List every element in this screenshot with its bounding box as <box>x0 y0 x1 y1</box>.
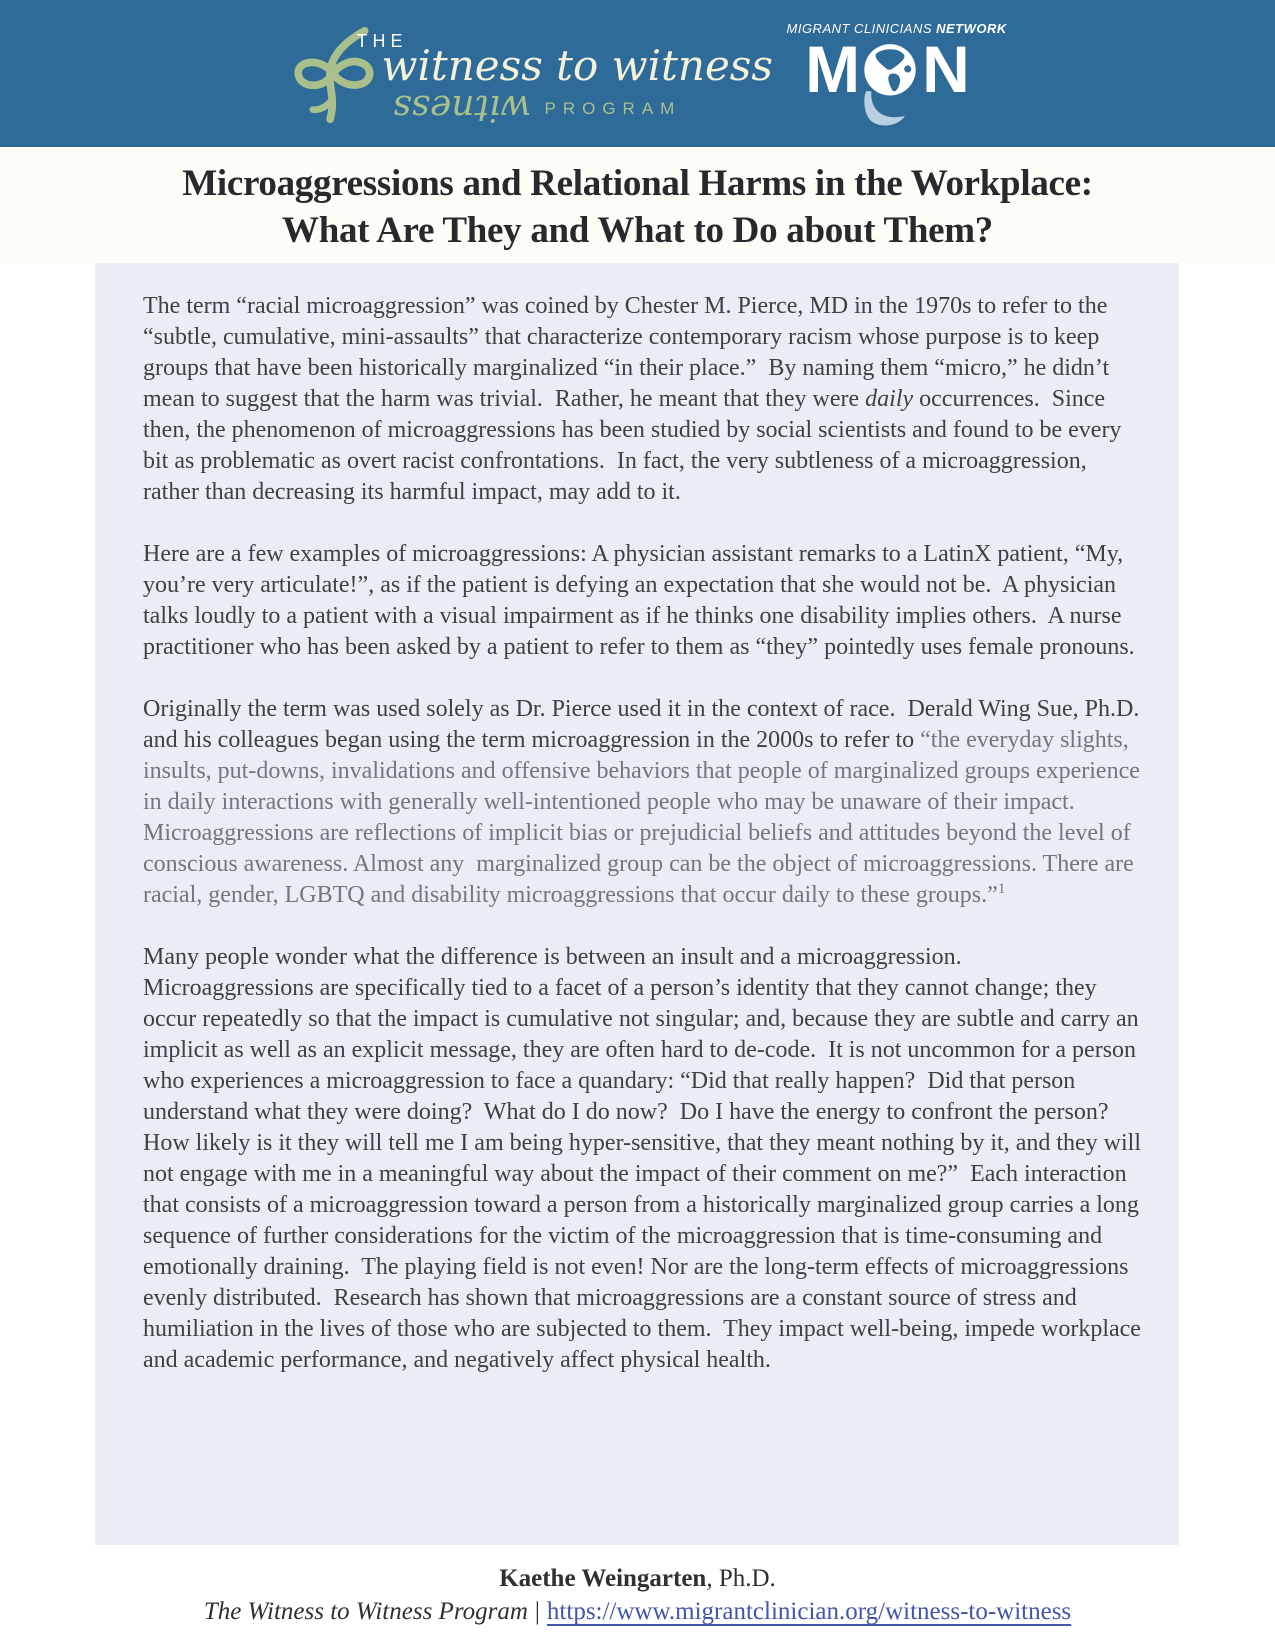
w2w-the-label: THE <box>356 30 408 51</box>
p3-intro: Originally the term was used solely as Dr. Pierce used it in the context of race. Derald Wing Sue, Ph.D. and his colleagues began using the term microaggression in the 2000s to refer to <box>143 696 1146 753</box>
page-title-line2: What Are They and What to Do about Them? <box>282 210 993 251</box>
p1-italic-word: daily <box>865 386 914 412</box>
page-title-line1: Microaggressions and Relational Harms in the Workplace: <box>182 163 1093 204</box>
mcn-initials <box>787 32 987 130</box>
mcn-logo <box>786 21 1007 130</box>
author-suffix: , Ph.D. <box>706 1565 776 1592</box>
author-name: Kaethe Weingarten <box>499 1565 707 1592</box>
mcn-letter-m: M <box>805 32 859 106</box>
author-line <box>0 1563 1275 1595</box>
program-name: The Witness to Witness Program <box>203 1598 528 1625</box>
page-title <box>182 156 1093 254</box>
mcn-network-bold: NETWORK <box>936 21 1007 36</box>
p1-text: The term “racial microaggression” was coined by Chester M. Pierce, MD in the 1970s to refer to the “subtle, cumulative, mini-assaults” that characterize contemporary racism whose purpose is to keep groups that have been historically marginalized “in their place.” By naming them “micro,” he didn’t mean to suggest that the harm was trivial. Rather, he meant that they were <box>143 293 1116 412</box>
witness-link[interactable]: https://www.migrantclinician.org/witness-to-witness <box>546 1598 1072 1625</box>
witness-to-witness-logo <box>289 11 773 137</box>
paragraph-examples: Here are a few examples of microaggressions: A physician assistant remarks to a LatinX patient, “My, you’re very articulate!”, as if the patient is defying an expectation that she would not be. A physician talks loudly to a patient with a visual impairment as if he thinks one disability implies others. A nurse practitioner who has been asked by a patient to refer to them as “they” pointedly uses female pronouns. <box>143 541 1135 660</box>
separator-bar: | <box>534 1598 540 1625</box>
mcn-network-prefix: MIGRANT CLINICIANS <box>786 21 937 36</box>
paragraph-difference: Many people wonder what the difference is between an insult and a microaggression. Microaggressions are specifically tied to a facet of a person’s identity that they cannot change; they occur repeatedly so that the impact is cumulative not singular; and, because they are subtle and carry an implicit as well as an explicit message, they are often hard to de-code. It is not uncommon for a person who experiences a microaggression to face a quandary: “Did that really happen? Did that person understand what they were doing? What do I do now? Do I have the energy to confront the person? How likely is it they will tell me I am being hyper-sensitive, that they meant nothing by it, and they will not engage with me in a meaningful way about the impact of their comment on me?” Each interaction that consists of a microaggression toward a person from a historically marginalized group carries a long sequence of further considerations for the victim of the microaggression that is time-consuming and emotionally draining. The playing field is not even! Nor are the long-term effects of microaggressions evenly distributed. Research has shown that microaggressions are a constant source of stress and humiliation in the lives of those who are subjected to them. They impact well-being, impede workplace and academic performance, and negatively affect physical health. <box>143 944 1148 1373</box>
footnote-marker: 1 <box>997 881 1006 897</box>
header-banner <box>0 0 1275 147</box>
w2w-program-label: PROGRAM <box>544 98 682 118</box>
mcn-letter-n: N <box>922 32 968 106</box>
w2w-script-text: witness to witness <box>381 40 773 90</box>
p3-quote: “the everyday slights, insults, put-downs, invalidations and offensive behaviors that people of marginalized groups experience in daily interactions with generally well-intentioned people who may be unaware of their impact. Microaggressions are reflections of implicit bias or prejudicial beliefs and attitudes beyond the level of conscious awareness. Almost any marginalized group can be the object of microaggressions. There are racial, gender, LGBTQ and disability microaggressions that occur daily to these groups.” <box>143 727 1146 908</box>
paragraph-sue-quote <box>143 694 1146 911</box>
program-line <box>0 1595 1275 1629</box>
p1-text-cont: occurrences. Since then, the phenomenon of microaggressions has been studied by social scientists and found to be every bit as problematic as overt racist confrontations. In fact, the very subtleness of a microaggression, rather than decreasing its harmful impact, may add to it. <box>143 386 1128 505</box>
title-section <box>0 147 1275 263</box>
content-panel <box>95 263 1179 1545</box>
paragraph-definition <box>143 291 1143 508</box>
globe-icon <box>859 38 921 130</box>
page-footer <box>0 1563 1275 1629</box>
w2w-mirrored-text: witness <box>392 86 531 128</box>
